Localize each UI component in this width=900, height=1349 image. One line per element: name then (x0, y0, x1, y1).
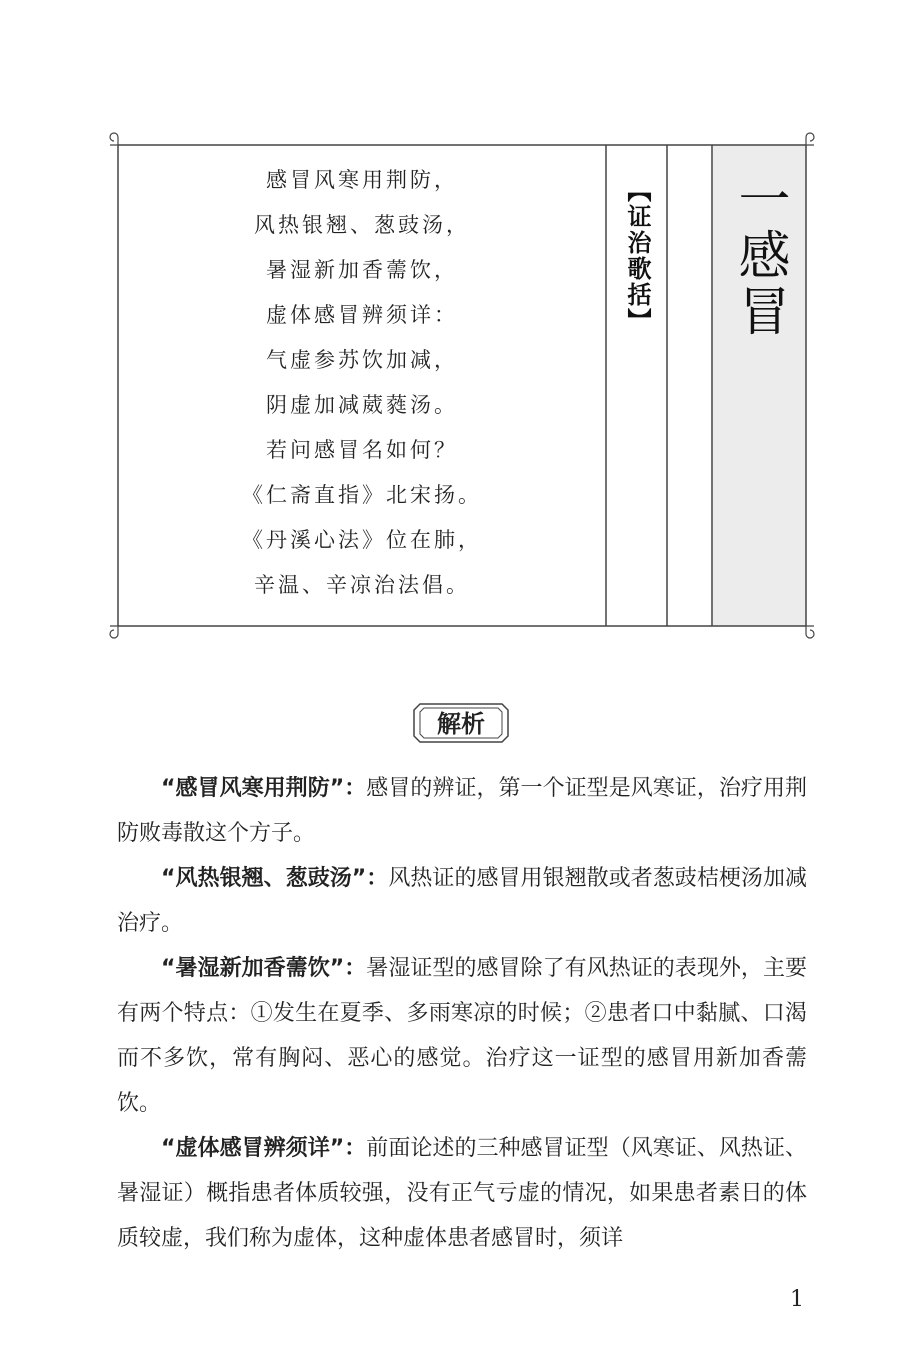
paragraph (117, 946, 807, 1126)
section-label: 解析 (437, 710, 485, 738)
paragraph-body: 感冒的辨证，第一个证型是风寒证，治疗用荆防败毒散这个方子。 (117, 776, 807, 846)
verse-line: 风热银翘、葱豉汤， (254, 213, 470, 237)
chapter-heading (716, 172, 802, 382)
paragraph-body: 风热证的感冒用银翘散或者葱豉桔梗汤加减治疗。 (117, 866, 807, 936)
paragraph-lead: “风热银翘、葱豉汤”： (161, 866, 389, 891)
verse-line: 虚体感冒辨须详： (266, 303, 458, 327)
chapter-title: 感冒 (729, 228, 789, 340)
page-number: 1 (790, 1287, 804, 1312)
paragraph-body: 前面论述的三种感冒证型（风寒证、风热证、暑湿证）概指患者体质较强，没有正气亏虚的情况，如果患者素日的体质较虚，我们称为虚体，这种虚体患者感冒时，须详 (117, 1136, 807, 1251)
paragraph-lead: “虚体感冒辨须详”： (161, 1136, 367, 1161)
verse-line: 阴虚加减葳蕤汤。 (266, 393, 458, 417)
paragraph-lead: “暑湿新加香薷饮”： (161, 956, 367, 981)
verse-line: 若问感冒名如何？ (266, 438, 458, 462)
chapter-number: 一 (729, 172, 789, 228)
paragraph-body: 暑湿证型的感冒除了有风热证的表现外，主要有两个特点：①发生在夏季、多雨寒凉的时候；②患者口中黏腻、口渴而不多饮，常有胸闷、恶心的感觉。治疗这一证型的感冒用新加香薷饮。 (117, 956, 807, 1116)
verse-line: 气虚参苏饮加减， (266, 348, 458, 372)
verse-line: 《丹溪心法》位在肺， (242, 528, 482, 552)
analysis-text (117, 766, 807, 1261)
verse-line: 《仁斋直指》北宋扬。 (242, 483, 482, 507)
verse-line: 暑湿新加香薷饮， (266, 258, 458, 282)
paragraph (117, 856, 807, 946)
paragraph (117, 766, 807, 856)
verse-list (120, 158, 604, 608)
verse-line: 辛温、辛凉治法倡。 (254, 573, 470, 597)
paragraph (117, 1126, 807, 1261)
verse-line: 感冒风寒用荆防， (266, 168, 458, 192)
paragraph-lead: “感冒风寒用荆防”： (161, 776, 367, 801)
section-subtitle: 【证治歌括】 (623, 178, 651, 334)
